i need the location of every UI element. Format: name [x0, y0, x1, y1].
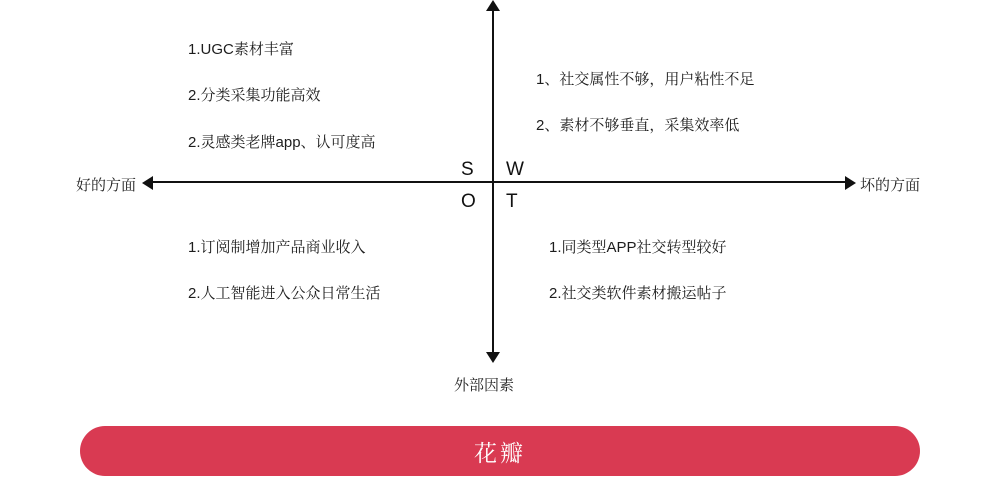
- strengths-item-2: 2.分类采集功能高效: [188, 87, 321, 105]
- product-name: 花瓣: [474, 439, 526, 466]
- axis-label-external: 外部因素: [454, 377, 515, 394]
- arrow-right-icon: [845, 176, 856, 190]
- threats-item-2: 2.社交类软件素材搬运帖子: [549, 285, 727, 303]
- arrow-left-icon: [142, 176, 153, 190]
- weaknesses-item-1: 1、社交属性不够，用户粘性不足: [536, 71, 755, 88]
- vertical-axis: [492, 8, 494, 360]
- quadrant-strengths: [188, 40, 376, 153]
- arrow-up-icon: [486, 0, 500, 11]
- axis-label-bad: 坏的方面: [860, 177, 921, 194]
- quadrant-opportunities: [188, 238, 381, 305]
- weaknesses-item-2: 2、素材不够垂直，采集效率低: [536, 117, 740, 135]
- swot-letter-o: O: [461, 191, 477, 212]
- strengths-item-1: 1.UGC素材丰富: [188, 41, 294, 58]
- swot-letter-s: S: [461, 159, 475, 180]
- horizontal-axis: [152, 181, 846, 183]
- quadrant-weaknesses: [536, 70, 754, 137]
- product-banner: [80, 426, 920, 476]
- swot-letter-t: T: [506, 191, 519, 212]
- strengths-item-3: 2.灵感类老牌app、认可度高: [188, 133, 376, 151]
- quadrant-threats: [549, 238, 727, 305]
- swot-letter-w: W: [506, 159, 525, 180]
- opportunities-item-1: 1.订阅制增加产品商业收入: [188, 239, 366, 256]
- arrow-down-icon: [486, 352, 500, 363]
- axis-label-good: 好的方面: [76, 177, 137, 194]
- opportunities-item-2: 2.人工智能进入公众日常生活: [188, 285, 381, 303]
- threats-item-1: 1.同类型APP社交转型较好: [549, 239, 727, 256]
